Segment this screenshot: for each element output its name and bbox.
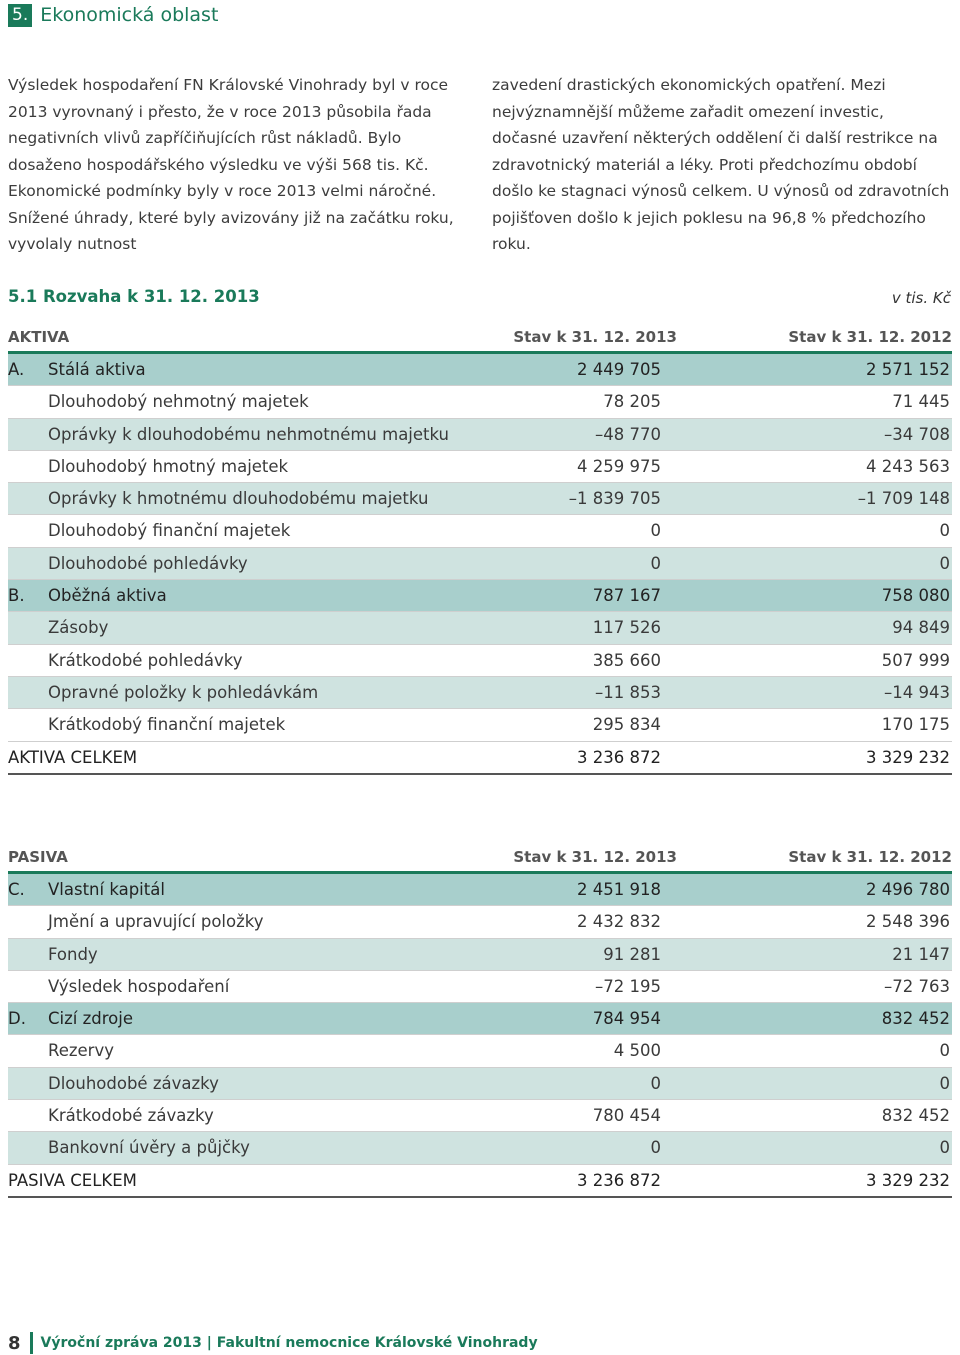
row-label: Zásoby [48,618,109,638]
total-label: AKTIVA CELKEM [8,747,138,767]
row-value-2013: 0 [650,553,661,573]
row-value-2012: 2 496 780 [866,880,950,899]
row-label: Vlastní kapitál [48,880,165,899]
row-letter: C. [8,880,25,899]
row-label: Dlouhodobý hmotný majetek [48,456,289,476]
table-row [8,386,952,418]
row-value-2013: 0 [650,1138,661,1158]
table-row [8,939,952,971]
pasiva-header-label: PASIVA [8,848,68,866]
section-number: 5. [8,4,32,27]
row-value-2013: 2 451 918 [577,880,661,899]
row-value-2013: –48 770 [595,424,661,444]
row-label: Oběžná aktiva [48,586,167,606]
page-number: 8 [8,1332,21,1354]
pasiva-header [8,848,952,868]
aktiva-header-col-2013: Stav k 31. 12. 2013 [513,328,677,346]
row-value-2013: 295 834 [592,715,661,735]
row-label: Výsledek hospodaření [48,976,230,996]
total-label: PASIVA CELKEM [8,1170,137,1190]
pasiva-rows [8,874,952,1165]
row-value-2012: 0 [939,553,950,573]
table-row [8,971,952,1003]
row-value-2012: 832 452 [881,1009,950,1029]
row-value-2013: 784 954 [592,1009,661,1029]
row-value-2012: –1 709 148 [857,489,950,509]
row-value-2012: 758 080 [881,586,950,606]
intro-text-right: zavedení drastických ekonomických opatření. Mezi nejvýznamnější můžeme zařadit omezení investic, dočasné uzavření některých oddělení či další restrikce na zdravotnický materiál a léky. Proti předchozímu období došlo ke stagnaci výnosů celkem. U výnosů od zdravotních pojišťoven došlo k jejich poklesu na 96,8 % předchozího roku. [492,76,950,253]
row-value-2012: 170 175 [881,715,950,735]
total-value-2013: 3 236 872 [577,1170,661,1190]
aktiva-header [8,328,952,348]
row-label: Dlouhodobé závazky [48,1073,219,1093]
row-label: Oprávky k dlouhodobému nehmotnému majetku [48,424,450,444]
pasiva-header-col-2013: Stav k 31. 12. 2013 [513,848,677,866]
row-label: Opravné položky k pohledávkám [48,682,319,702]
row-value-2013: 0 [650,1073,661,1093]
table-row [8,483,952,515]
pasiva-header-col-2012: Stav k 31. 12. 2012 [788,848,952,866]
row-value-2013: 0 [650,521,661,541]
row-value-2013: 4 500 [613,1041,661,1061]
pasiva-table [8,848,952,1198]
footer-divider [30,1332,33,1354]
row-value-2012: 0 [939,521,950,541]
row-label: Krátkodobý finanční majetek [48,715,286,735]
table-row [8,1068,952,1100]
row-value-2012: 71 445 [892,392,950,412]
row-value-2013: –11 853 [595,682,661,702]
row-letter: D. [8,1009,26,1029]
aktiva-header-label: AKTIVA [8,328,70,346]
row-label: Dlouhodobé pohledávky [48,553,248,573]
row-label: Stálá aktiva [48,360,146,379]
intro-column-left [8,72,470,258]
row-value-2012: 2 548 396 [866,912,950,932]
row-value-2012: 832 452 [881,1106,950,1126]
table-row [8,1132,952,1164]
row-value-2013: 117 526 [592,618,661,638]
row-value-2012: 94 849 [892,618,950,638]
row-letter: B. [8,586,25,606]
row-value-2012: –14 943 [884,682,950,702]
table-row [8,1035,952,1067]
row-value-2012: 21 147 [892,944,950,964]
row-value-2012: –72 763 [884,976,950,996]
row-label: Oprávky k hmotnému dlouhodobému majetku [48,489,429,509]
total-value-2012: 3 329 232 [866,1170,950,1190]
row-label: Krátkodobé pohledávky [48,650,243,670]
table-row [8,612,952,644]
row-label: Cizí zdroje [48,1009,133,1029]
table-row [8,677,952,709]
row-value-2013: 4 259 975 [577,456,661,476]
table-row [8,709,952,741]
row-value-2012: 0 [939,1041,950,1061]
row-label: Krátkodobé závazky [48,1106,214,1126]
aktiva-total-row [8,742,952,775]
row-label: Dlouhodobý finanční majetek [48,521,291,541]
section-row [8,354,952,386]
section-row [8,580,952,612]
page-footer [8,1332,538,1354]
aktiva-header-col-2012: Stav k 31. 12. 2012 [788,328,952,346]
table-row [8,515,952,547]
row-value-2012: –34 708 [884,424,950,444]
currency-unit: v tis. Kč [891,289,951,307]
table-row [8,548,952,580]
row-value-2013: 2 432 832 [577,912,661,932]
row-label: Jmění a upravující položky [48,912,264,932]
intro-column-right [492,72,952,258]
row-label: Rezervy [48,1041,114,1061]
section-row [8,1003,952,1035]
row-value-2013: –1 839 705 [568,489,661,509]
row-value-2013: –72 195 [595,976,661,996]
row-value-2012: 0 [939,1073,950,1093]
row-value-2013: 780 454 [592,1106,661,1126]
aktiva-table [8,328,952,775]
section-title: Ekonomická oblast [40,4,219,26]
row-value-2012: 0 [939,1138,950,1158]
total-value-2013: 3 236 872 [577,747,661,767]
row-value-2013: 78 205 [603,392,661,412]
table-row [8,1100,952,1132]
aktiva-rows [8,354,952,742]
row-value-2012: 2 571 152 [866,360,950,379]
table-row [8,451,952,483]
footer-text: Výroční zpráva 2013 | Fakultní nemocnice Královské Vinohrady [40,1335,538,1351]
total-value-2012: 3 329 232 [866,747,950,767]
row-value-2013: 2 449 705 [577,360,661,379]
row-value-2013: 787 167 [592,586,661,606]
section-row [8,874,952,906]
row-value-2012: 507 999 [881,650,950,670]
section-heading [8,2,218,28]
row-label: Bankovní úvěry a půjčky [48,1138,250,1158]
row-label: Dlouhodobý nehmotný majetek [48,392,309,412]
table-row [8,906,952,938]
row-letter: A. [8,360,25,379]
row-value-2013: 385 660 [592,650,661,670]
row-value-2013: 91 281 [603,944,661,964]
row-value-2012: 4 243 563 [866,456,950,476]
intro-text-left: Výsledek hospodaření FN Královské Vinohrady byl v roce 2013 vyrovnaný i přesto, že v roce 2013 působila řada negativních vlivů zapříčiňujících růst nákladů. Bylo dosaženo hospodářského výsledku ve výši 568 tis. Kč. Ekonomické podmínky byly v roce 2013 velmi náročné. Snížené úhrady, které byly avizovány již na začátku roku, vyvolaly nutnost [8,76,454,253]
table-row [8,419,952,451]
table-row [8,645,952,677]
balance-sheet-title: 5.1 Rozvaha k 31. 12. 2013 [8,287,260,306]
row-label: Fondy [48,944,98,964]
pasiva-total-row [8,1165,952,1198]
